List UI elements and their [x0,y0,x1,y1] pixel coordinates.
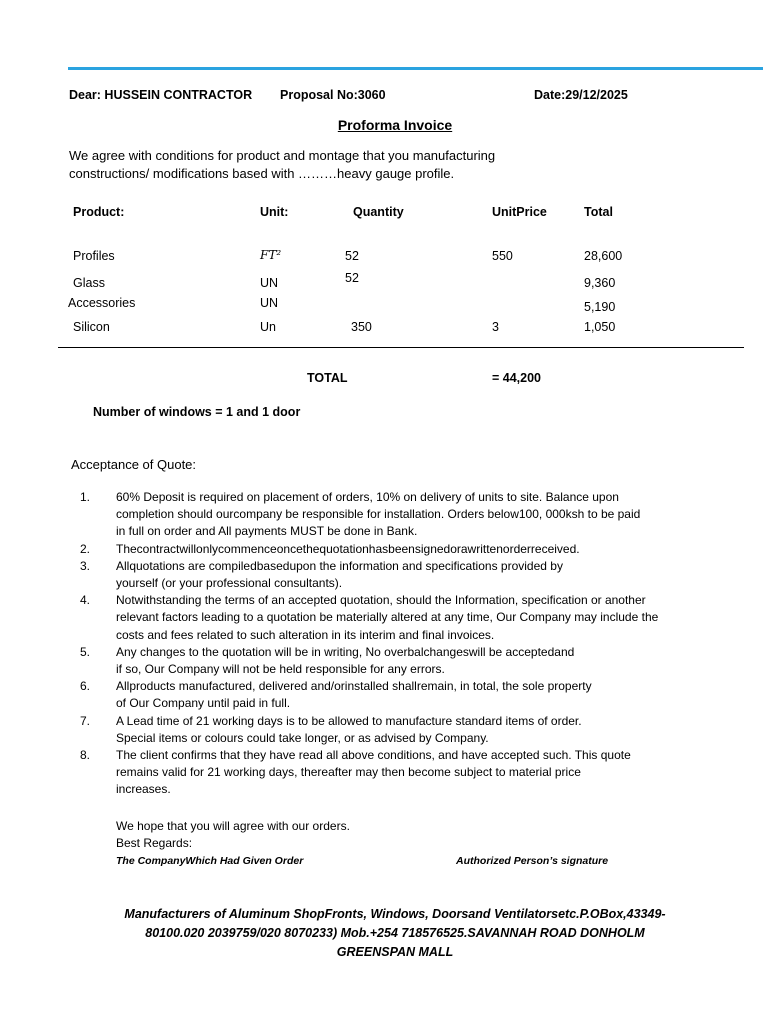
term-item [70,489,730,541]
col-header-quantity: Quantity [353,205,404,219]
term-item [70,644,730,678]
term-text [116,644,730,678]
proposal-number: Proposal No:3060 [280,88,386,102]
table-row-unit-price: 550 [492,249,513,263]
term-number: 4. [80,593,91,608]
term-item [70,541,730,558]
footer-line-2: 80100.020 2039759/020 8070233) Mob.+254 718576525.SAVANNAH ROAD DONHOLM [145,926,645,940]
company-signature: The CompanyWhich Had Given Order [116,855,304,867]
authorized-signature: Authorized Person’s signature [456,855,609,867]
terms-list [70,489,730,799]
term-number: 6. [80,679,91,694]
term-item [70,713,730,747]
col-header-total: Total [584,205,613,219]
term-line: The client confirms that they have read all above conditions, and have accepted such. This quote [116,748,631,763]
total-value: = 44,200 [492,371,542,385]
col-header-unit-price: UnitPrice [492,205,547,219]
term-line: A Lead time of 21 working days is to be allowed to manufacture standard items of order. [116,713,582,728]
invoice-date: Date:29/12/2025 [534,88,628,102]
term-text [116,592,730,644]
col-header-product: Product: [73,205,125,219]
document-title [0,117,768,133]
term-item [70,592,730,644]
term-line: Notwithstanding the terms of an accepted quotation, should the Information, specification or another [116,593,646,608]
table-row-unit: UN [260,296,279,310]
table-row-product: Accessories [68,296,136,310]
table-row-quantity: 52 [345,249,359,263]
term-line: yourself (or your professional consultants). [116,576,343,591]
term-number: 2. [80,541,91,556]
intro-line-1: We agree with conditions for product and montage that you manufacturing [69,148,496,163]
footer-line-3: GREENSPAN MALL [336,945,454,959]
term-number: 7. [80,713,91,728]
term-line: in full on order and All payments MUST be done in Bank. [116,524,418,539]
table-row-quantity: 350 [351,320,372,334]
term-text [116,489,730,541]
term-line: remains valid for 21 working days, thereafter may then become subject to material price [116,765,581,780]
term-line: if so, Our Company will not be held responsible for any errors. [116,662,445,677]
term-item [70,747,730,799]
table-row-product: Silicon [73,320,110,334]
footer [90,905,700,962]
table-divider [58,347,744,348]
term-line: Special items or colours could take longer, or as advised by Company. [116,730,489,745]
header-rule [68,67,763,70]
term-text [116,747,730,799]
footer-line-1: Manufacturers of Aluminum ShopFronts, Windows, Doorsand Ventilatorsetc.P.OBox,43349- [124,907,666,921]
term-line: costs and fees related to such alteration in its interim and final invoices. [116,627,495,642]
table-row-product: Glass [73,276,105,290]
windows-note: Number of windows = 1 and 1 door [93,405,301,419]
term-item [70,678,730,712]
term-text [116,558,730,592]
acceptance-heading: Acceptance of Quote: [71,457,197,472]
recipient: Dear: HUSSEIN CONTRACTOR [69,88,253,102]
table-row-unit: FT² [260,248,282,262]
table-row-unit: Un [260,320,276,334]
term-number: 1. [80,490,91,504]
closing-regards: Best Regards: [116,836,193,850]
term-line: increases. [116,782,171,797]
table-row-total: 28,600 [584,249,623,263]
intro-line-2: constructions/ modifications based with ………heavy gauge profile. [69,166,455,181]
table-row-product: Profiles [73,249,115,263]
document-title-text: Proforma Invoice [337,117,453,133]
term-number: 8. [80,748,91,763]
closing-hope: We hope that you will agree with our orders. [116,819,350,833]
term-text [116,541,730,558]
term-line: completion should ourcompany be responsible for installation. Orders below100, 000ksh to be paid [116,507,641,522]
table-row-total: 1,050 [584,320,616,334]
term-text [116,678,730,712]
term-number: 3. [80,558,91,573]
term-text [116,713,730,747]
term-line: Thecontractwillonlycommenceoncethequotationhasbeensignedorawrittenorderreceived. [116,541,580,556]
total-label: TOTAL [307,371,348,385]
intro-paragraph [69,147,495,183]
term-number: 5. [80,644,91,659]
term-line: 60% Deposit is required on placement of orders, 10% on delivery of units to site. Balance upon [116,490,619,504]
col-header-unit: Unit: [260,205,289,219]
table-row-unit-price: 3 [492,320,499,334]
table-row-quantity: 52 [345,271,359,285]
term-line: Allproducts manufactured, delivered and/orinstalled shallremain, in total, the sole property [116,679,592,694]
term-line: Allquotations are compiledbasedupon the information and specifications provided by [116,558,563,573]
term-item [70,558,730,592]
term-line: of Our Company until paid in full. [116,696,291,711]
table-row-total: 5,190 [584,300,616,314]
term-line: relevant factors leading to a quotation be materially altered at any time, Our Company may include the [116,610,659,625]
term-line: Any changes to the quotation will be in writing, No overbalchangeswill be acceptedand [116,644,575,659]
table-row-unit: UN [260,276,279,290]
table-row-total: 9,360 [584,276,616,290]
